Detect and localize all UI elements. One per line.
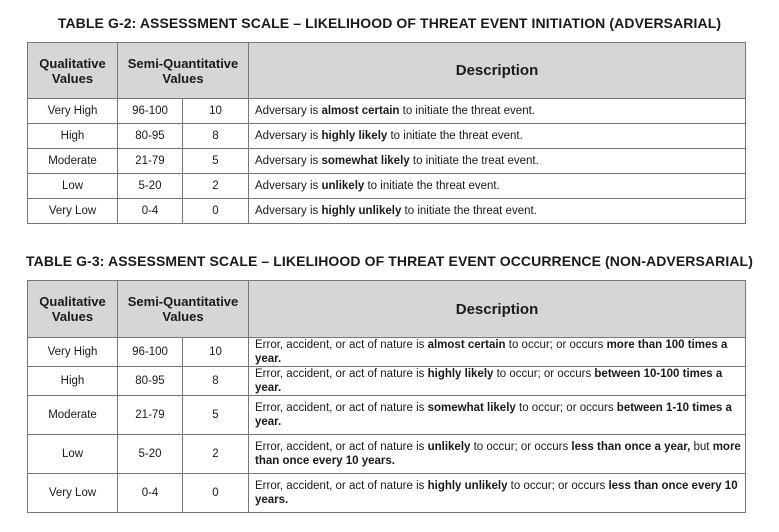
description-text: to initiate the threat event. (364, 180, 500, 192)
table-row (28, 474, 746, 513)
description-cell (249, 99, 746, 124)
table-g3-header-row (28, 281, 746, 338)
score-value-cell: 8 (183, 367, 249, 396)
table-g2 (27, 42, 746, 224)
table-row (28, 149, 746, 174)
table-row (28, 338, 746, 367)
description-bold-text: between 1-10 times a year. (255, 402, 732, 428)
score-value-cell: 10 (183, 338, 249, 367)
qualitative-value-cell: Very High (28, 338, 118, 367)
description-cell (249, 367, 746, 396)
description-bold-text: highly unlikely (321, 205, 402, 217)
description-text: to occur; or occurs (470, 441, 572, 453)
description-bold-text: almost certain (321, 105, 400, 117)
description-text: to occur; or occurs (515, 402, 617, 414)
description-bold-text: almost certain (427, 339, 506, 351)
qualitative-value-cell: High (28, 367, 118, 396)
description-text: Error, accident, or act of nature is (255, 480, 428, 492)
description-bold-text: less than once a year, (571, 441, 691, 453)
semi-quantitative-values-header: Semi-Quantitative Values (118, 43, 249, 99)
qualitative-values-header: Qualitative Values (28, 281, 118, 338)
qualitative-value-cell: Very Low (28, 474, 118, 513)
score-value-cell: 0 (183, 474, 249, 513)
description-bold-text: unlikely (427, 441, 471, 453)
description-bold-text: more than once every 10 years. (255, 441, 741, 467)
description-text: to occur; or occurs (507, 480, 609, 492)
table-row (28, 174, 746, 199)
qualitative-value-cell: Very High (28, 99, 118, 124)
score-value-cell: 8 (183, 124, 249, 149)
description-cell (249, 174, 746, 199)
description-cell (249, 396, 746, 435)
range-value-cell: 21-79 (118, 396, 183, 435)
range-value-cell: 0-4 (118, 199, 183, 224)
description-text: to occur; or occurs (505, 339, 607, 351)
description-header: Description (249, 281, 746, 338)
table-row (28, 396, 746, 435)
description-bold-text: unlikely (321, 180, 365, 192)
range-value-cell: 80-95 (118, 367, 183, 396)
description-cell (249, 435, 746, 474)
score-value-cell: 5 (183, 149, 249, 174)
description-text: Adversary is (255, 205, 322, 217)
description-text: Adversary is (255, 180, 322, 192)
score-value-cell: 10 (183, 99, 249, 124)
description-text: Error, accident, or act of nature is (255, 402, 428, 414)
score-value-cell: 0 (183, 199, 249, 224)
range-value-cell: 96-100 (118, 338, 183, 367)
description-cell (249, 474, 746, 513)
qualitative-value-cell: Moderate (28, 396, 118, 435)
range-value-cell: 21-79 (118, 149, 183, 174)
description-bold-text: between 10-100 times a year. (255, 368, 723, 394)
qualitative-value-cell: Very Low (28, 199, 118, 224)
description-text: Error, accident, or act of nature is (255, 441, 428, 453)
description-bold-text: highly likely (427, 368, 494, 380)
table-g2-header-row (28, 43, 746, 99)
description-cell (249, 199, 746, 224)
range-value-cell: 96-100 (118, 99, 183, 124)
description-bold-text: somewhat likely (427, 402, 516, 414)
table-g3-title: TABLE G-3: ASSESSMENT SCALE – LIKELIHOOD OF THREAT EVENT OCCURRENCE (NON-ADVERSARIAL) (26, 253, 753, 269)
qualitative-values-header: Qualitative Values (28, 43, 118, 99)
score-value-cell: 2 (183, 435, 249, 474)
table-row (28, 435, 746, 474)
description-text: Adversary is (255, 130, 322, 142)
description-bold-text: highly unlikely (427, 480, 508, 492)
description-text: to initiate the threat event. (399, 105, 535, 117)
qualitative-value-cell: Low (28, 435, 118, 474)
table-row (28, 124, 746, 149)
qualitative-value-cell: High (28, 124, 118, 149)
description-text: Adversary is (255, 105, 322, 117)
description-text: Adversary is (255, 155, 322, 167)
table-g3 (27, 280, 746, 513)
description-bold-text: highly likely (321, 130, 388, 142)
description-text: to occur; or occurs (493, 368, 595, 380)
description-text: to initiate the treat event. (409, 155, 539, 167)
description-header: Description (249, 43, 746, 99)
description-bold-text: less than once every 10 years. (255, 480, 738, 506)
description-cell (249, 149, 746, 174)
description-cell (249, 338, 746, 367)
range-value-cell: 80-95 (118, 124, 183, 149)
table-row (28, 99, 746, 124)
description-text: to initiate the threat event. (401, 205, 537, 217)
table-row (28, 367, 746, 396)
semi-quantitative-values-header: Semi-Quantitative Values (118, 281, 249, 338)
description-text: Error, accident, or act of nature is (255, 368, 428, 380)
description-text: Error, accident, or act of nature is (255, 339, 428, 351)
range-value-cell: 5-20 (118, 435, 183, 474)
range-value-cell: 5-20 (118, 174, 183, 199)
score-value-cell: 5 (183, 396, 249, 435)
qualitative-value-cell: Moderate (28, 149, 118, 174)
qualitative-value-cell: Low (28, 174, 118, 199)
description-text: to initiate the threat event. (387, 130, 523, 142)
description-text: but (690, 441, 713, 453)
table-row (28, 199, 746, 224)
score-value-cell: 2 (183, 174, 249, 199)
description-bold-text: somewhat likely (321, 155, 410, 167)
range-value-cell: 0-4 (118, 474, 183, 513)
table-g2-title: TABLE G-2: ASSESSMENT SCALE – LIKELIHOOD OF THREAT EVENT INITIATION (ADVERSARIAL) (57, 15, 722, 31)
description-cell (249, 124, 746, 149)
description-bold-text: more than 100 times a year. (255, 339, 728, 365)
